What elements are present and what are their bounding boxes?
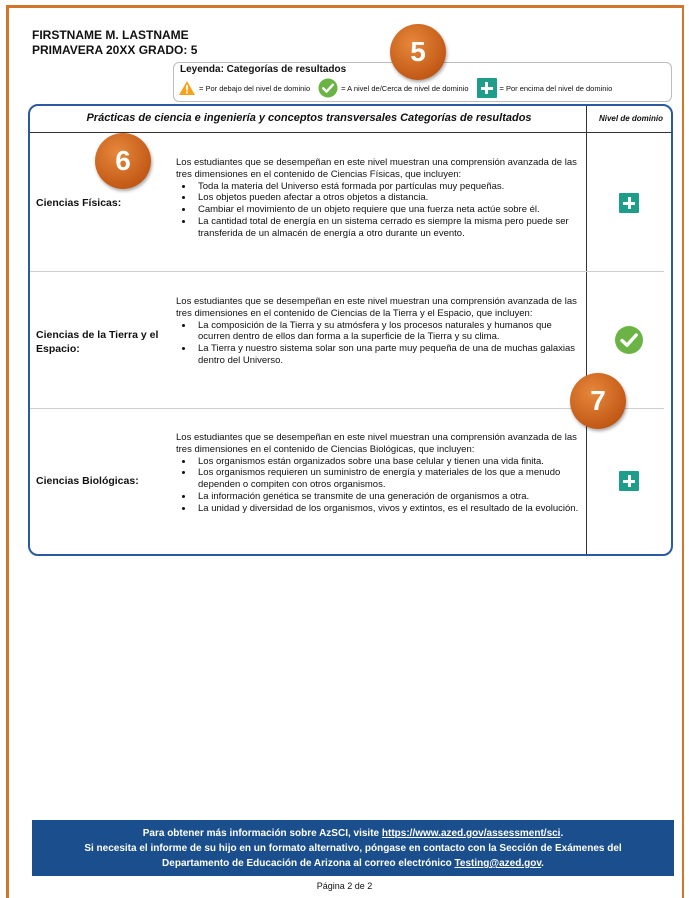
description-list [176, 320, 580, 367]
list-item: • Los objetos pueden afectar a otros objetos a distancia. [194, 192, 580, 204]
student-term-grade: PRIMAVERA 20XX GRADO: 5 [32, 43, 198, 57]
category-label: Ciencias Físicas: [36, 197, 122, 209]
page-border-top [6, 5, 683, 8]
student-header [32, 28, 197, 58]
email-link[interactable]: Testing@azed.gov [454, 858, 542, 869]
table-header [30, 106, 671, 133]
row-divider [30, 271, 664, 272]
legend-above-label: = Por encima del nivel de dominio [499, 83, 613, 93]
legend-at-label: = A nivel de/Cerca de nivel de dominio [341, 83, 469, 93]
legend-row [178, 78, 620, 98]
description-list [176, 456, 580, 515]
check-icon [614, 325, 644, 355]
footer-banner [32, 820, 674, 876]
list-item: • La cantidad total de energía en un sistema cerrado es siempre la misma pero puede ser transferida de un almacén de energía a otro durante un evento. [194, 216, 580, 240]
list-item: • Toda la materia del Universo está formada por partículas muy pequeñas. [194, 181, 580, 193]
row-divider [30, 408, 664, 409]
category-label: Ciencias Biológicas: [36, 475, 139, 487]
column-divider [586, 106, 587, 554]
list-item: • Los organismos requieren un suministro de energía y materiales de los que a menudo dependen o compiten con otros organismos. [194, 467, 580, 491]
table-header-title: Prácticas de ciencia e ingeniería y conceptos transversales Categorías de resultados [86, 112, 532, 124]
assessment-link[interactable]: https://www.azed.gov/assessment/sci [381, 828, 561, 839]
callout-badge-5: 5 [390, 24, 446, 80]
list-item: • La unidad y diversidad de los organismos, vivos y extintos, es el resultado de la evolución. [194, 503, 580, 515]
footer-line-3 [32, 856, 674, 871]
footer-line-1 [32, 826, 674, 841]
footer-text: . [560, 828, 564, 839]
list-item: • La composición de la Tierra y su atmósfera y los procesos naturales y humanos que ocurren dentro de ellos dan forma a la superficie de la Tierra y su clima. [194, 320, 580, 344]
footer-text: Para obtener más información sobre AzSCI, visite [142, 828, 382, 839]
list-item: • Los organismos están organizados sobre una base celular y tienen una vida finita. [194, 456, 580, 468]
description-list [176, 181, 580, 240]
footer-line-2: Si necesita el informe de su hijo en un formato alternativo, póngase en contacto con la Sección de Exámenes del [84, 843, 622, 854]
list-item: • La Tierra y nuestro sistema solar son una parte muy pequeña de una de muchas galaxias dentro del Universo. [194, 343, 580, 367]
description-intro: Los estudiantes que se desempeñan en este nivel muestran una comprensión avanzada de las tres dimensiones en el contenido de Ciencias de la Tierra y el Espacio, que incluyen: [176, 296, 577, 319]
category-description [176, 157, 580, 240]
legend-below-label: = Por debajo del nivel de dominio [199, 83, 311, 93]
legend-title: Leyenda: Categorías de resultados [180, 64, 347, 75]
callout-badge-6: 6 [95, 133, 151, 189]
plus-icon [477, 78, 497, 98]
check-icon [318, 78, 338, 98]
list-item: • La información genética se transmite de una generación de organismos a otra. [194, 491, 580, 503]
warning-icon [178, 80, 196, 96]
category-description [176, 432, 580, 515]
callout-badge-7: 7 [570, 373, 626, 429]
page-number: Página 2 de 2 [316, 881, 373, 891]
table-header-level: Nivel de dominio [598, 114, 663, 123]
footer-text: . [541, 858, 544, 869]
description-intro: Los estudiantes que se desempeñan en este nivel muestran una comprensión avanzada de las tres dimensiones en el contenido de Ciencias Biológicas, que incluyen: [176, 432, 577, 455]
description-intro: Los estudiantes que se desempeñan en este nivel muestran una comprensión avanzada de las tres dimensiones en el contenido de Ciencias Físicas, que incluyen: [176, 157, 577, 180]
category-description [176, 296, 580, 367]
plus-icon [619, 193, 639, 213]
page-border-left [6, 5, 9, 898]
list-item: • Cambiar el movimiento de un objeto requiere que una fuerza neta actúe sobre él. [194, 204, 580, 216]
plus-icon [619, 471, 639, 491]
student-name: FIRSTNAME M. LASTNAME [32, 28, 189, 42]
footer-text: Departamento de Educación de Arizona al correo electrónico [162, 858, 455, 869]
page-border-right [682, 5, 684, 898]
category-label: Ciencias de la Tierra y el Espacio: [36, 329, 159, 355]
